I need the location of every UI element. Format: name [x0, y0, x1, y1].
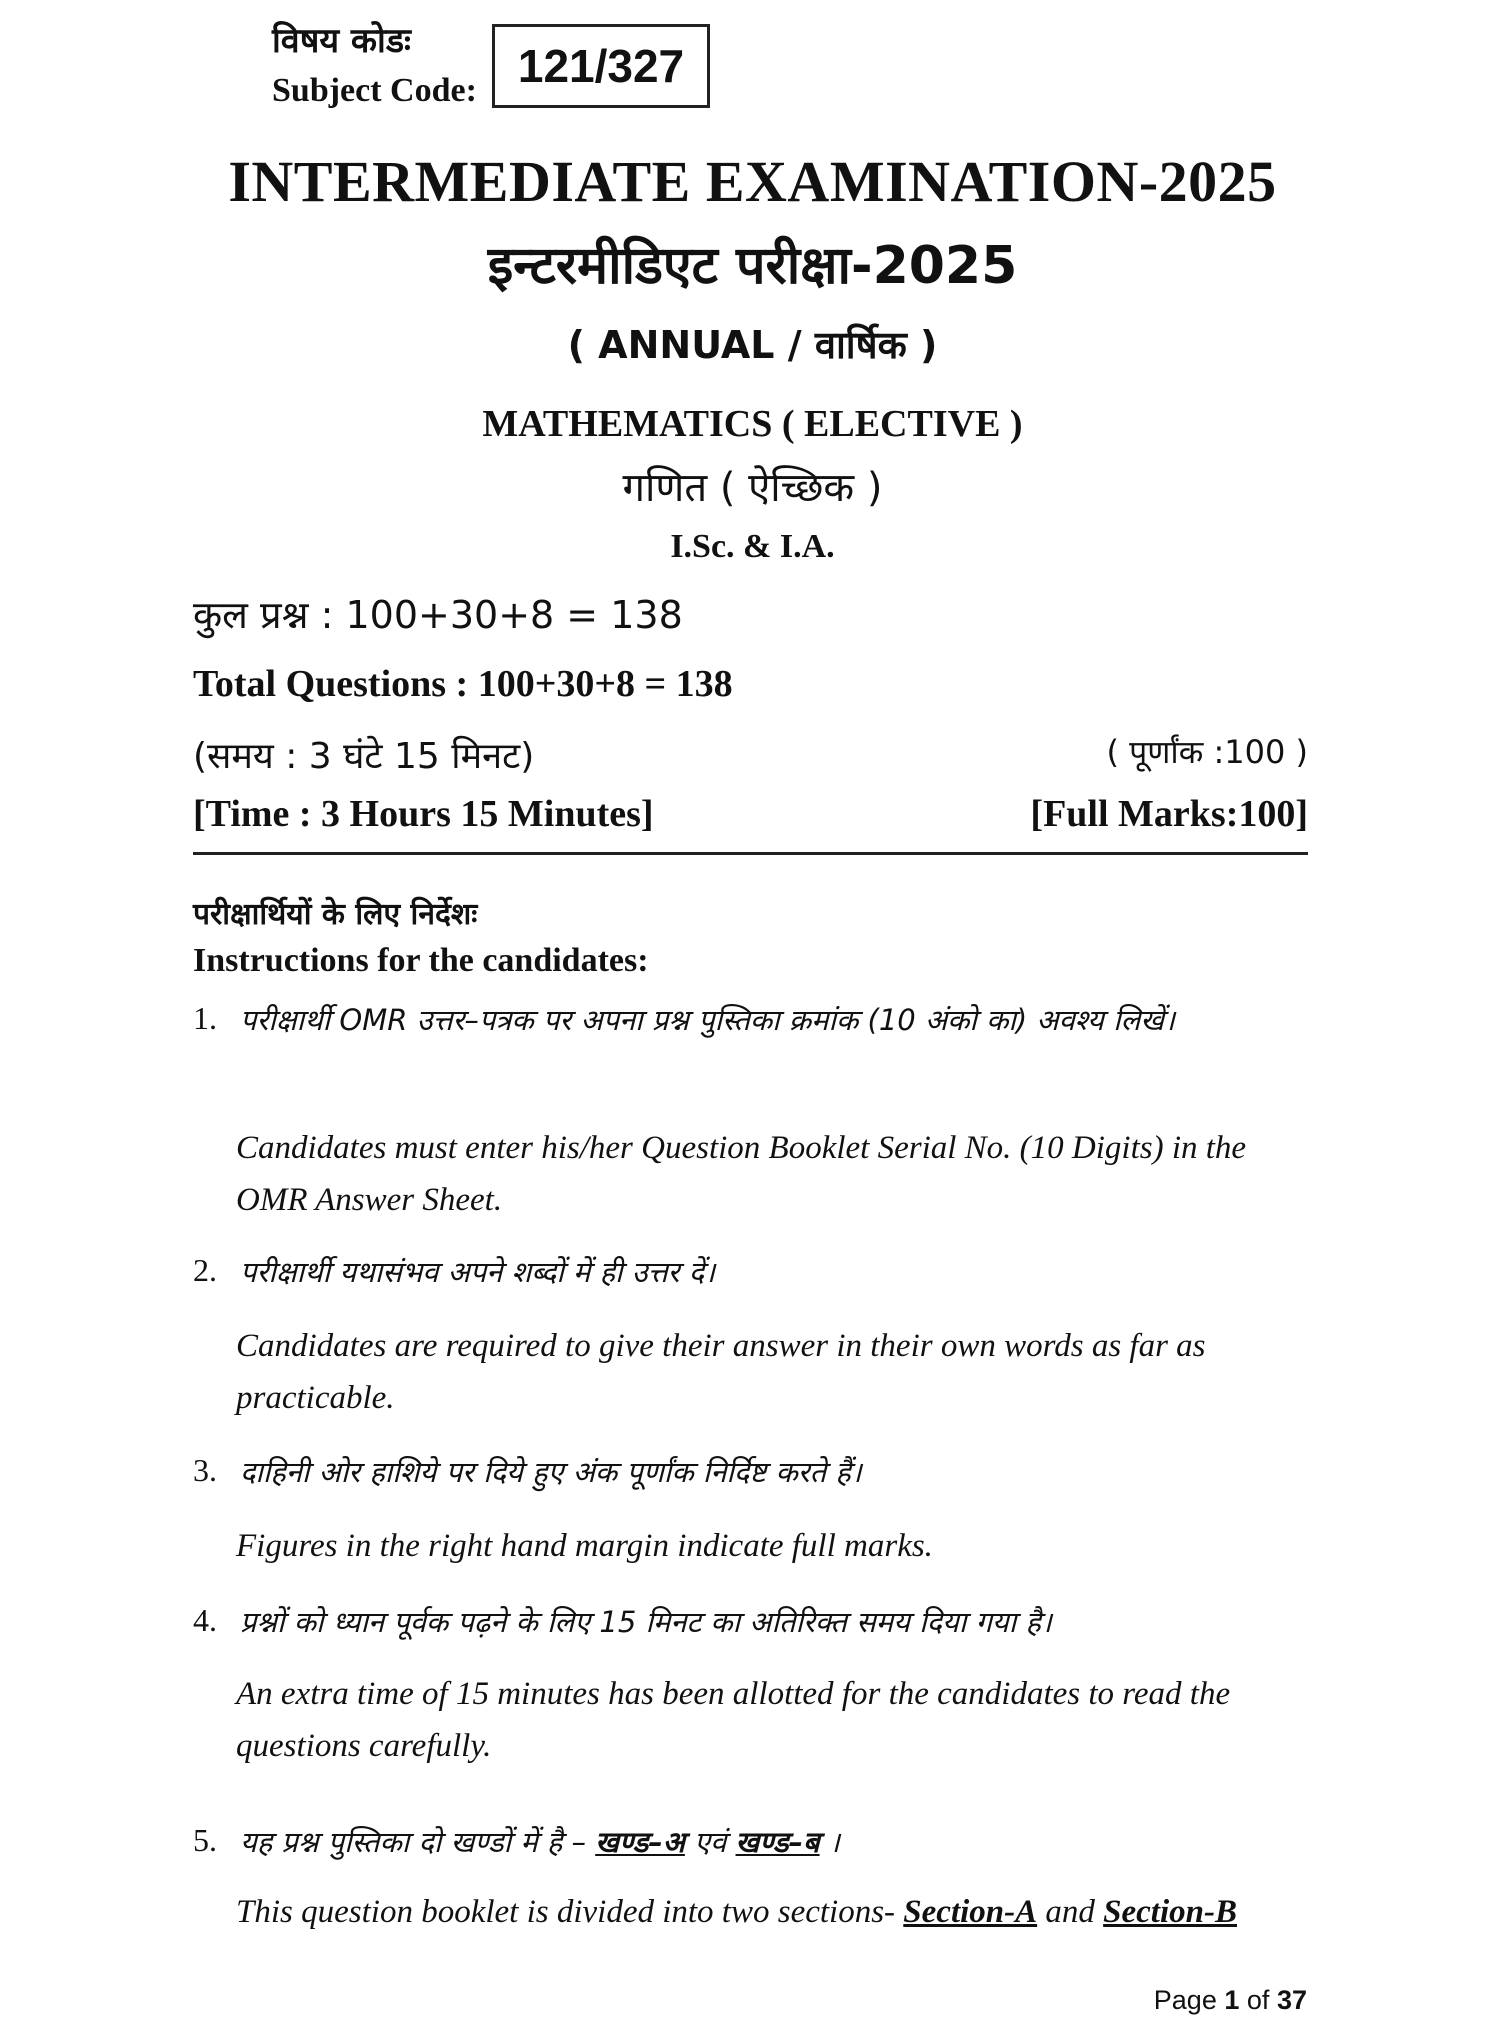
total-questions-hi: कुल प्रश्न : 100+30+8 = 138: [193, 593, 683, 637]
time-hi: (समय : 3 घंटे 15 मिनट): [193, 736, 535, 777]
subject-code-label-en: Subject Code:: [272, 72, 477, 109]
of-word: of: [1246, 1985, 1270, 2015]
full-marks-en: [Full Marks:100]: [1030, 793, 1308, 835]
instruction-number: 1.: [193, 1000, 217, 1036]
instruction-text-hi: प्रश्नों को ध्यान पूर्वक पढ़ने के लिए 15 मिनट का अतिरिक्त समय दिया गया है।: [240, 1605, 1052, 1639]
instruction-number: 4.: [193, 1602, 217, 1638]
section-intro-hi: यह प्रश्न पुस्तिका दो खण्डों में है –: [240, 1825, 587, 1859]
instruction-number: 3.: [193, 1452, 217, 1488]
subject-name-hi: गणित ( ऐच्छिक ): [622, 465, 883, 511]
section-b-en: Section-B: [1103, 1894, 1237, 1930]
instruction-text-hi: परीक्षार्थी यथासंभव अपने शब्दों में ही उत्तर दें।: [240, 1255, 716, 1289]
and-hi: एवं: [694, 1825, 727, 1859]
page-total: 37: [1276, 1985, 1307, 2015]
subject-name-en: MATHEMATICS ( ELECTIVE ): [482, 403, 1023, 445]
danda: ।: [828, 1825, 840, 1859]
page-current: 1: [1224, 1985, 1240, 2015]
section-b-hi: खण्ड–ब: [735, 1825, 820, 1859]
instructions-heading-en: Instructions for the candidates:: [193, 942, 649, 979]
subject-code-label-hi: विषय कोडः: [272, 21, 411, 61]
exam-title-en: INTERMEDIATE EXAMINATION-2025: [228, 149, 1277, 214]
session-label: ( ANNUAL / वार्षिक ): [567, 323, 938, 367]
and-en: and: [1045, 1894, 1095, 1930]
instruction-text-hi: परीक्षार्थी OMR उत्तर–पत्रक पर अपना प्रश्न पुस्तिका क्रमांक (10 अंको का) अवश्य लिखें।: [240, 1003, 1175, 1037]
instruction-text-en: Figures in the right hand margin indicate full marks.: [236, 1528, 933, 1564]
instruction-number: 2.: [193, 1252, 217, 1288]
instruction-text-en: Candidates are required to give their answer in their own words as far as practicable.: [236, 1328, 1206, 1416]
subject-code-value: 121/327: [492, 24, 710, 108]
section-a-en: Section-A: [903, 1894, 1038, 1930]
instruction-text-en: An extra time of 15 minutes has been allotted for the candidates to read the questions carefully.: [236, 1676, 1231, 1764]
instruction-text-hi: [240, 1816, 1310, 1868]
instruction-text-en: [236, 1886, 1310, 1938]
stream-label: I.Sc. & I.A.: [670, 528, 835, 565]
instruction-text-hi: दाहिनी ओर हाशिये पर दिये हुए अंक पूर्णांक निर्दिष्ट करते हैं।: [240, 1455, 862, 1489]
instructions-heading-hi: परीक्षार्थियों के लिए निर्देशः: [193, 897, 478, 932]
instruction-number: 5.: [193, 1822, 217, 1858]
instruction-text-en: Candidates must enter his/her Question Booklet Serial No. (10 Digits) in the OMR Answer Sheet.: [236, 1130, 1247, 1218]
section-a-hi: खण्ड–अ: [595, 1825, 685, 1859]
page-word: Page: [1153, 1985, 1217, 2015]
section-intro-en: This question booklet is divided into two sections-: [236, 1894, 896, 1930]
exam-title-hi: इन्टरमीडिएट परीक्षा-2025: [487, 236, 1018, 296]
divider-line: [193, 852, 1308, 855]
full-marks-hi: ( पूर्णांक :100 ): [1106, 733, 1308, 771]
total-questions-en: Total Questions : 100+30+8 = 138: [193, 663, 733, 705]
time-en: [Time : 3 Hours 15 Minutes]: [193, 793, 654, 835]
page-indicator: [1154, 1985, 1307, 2016]
